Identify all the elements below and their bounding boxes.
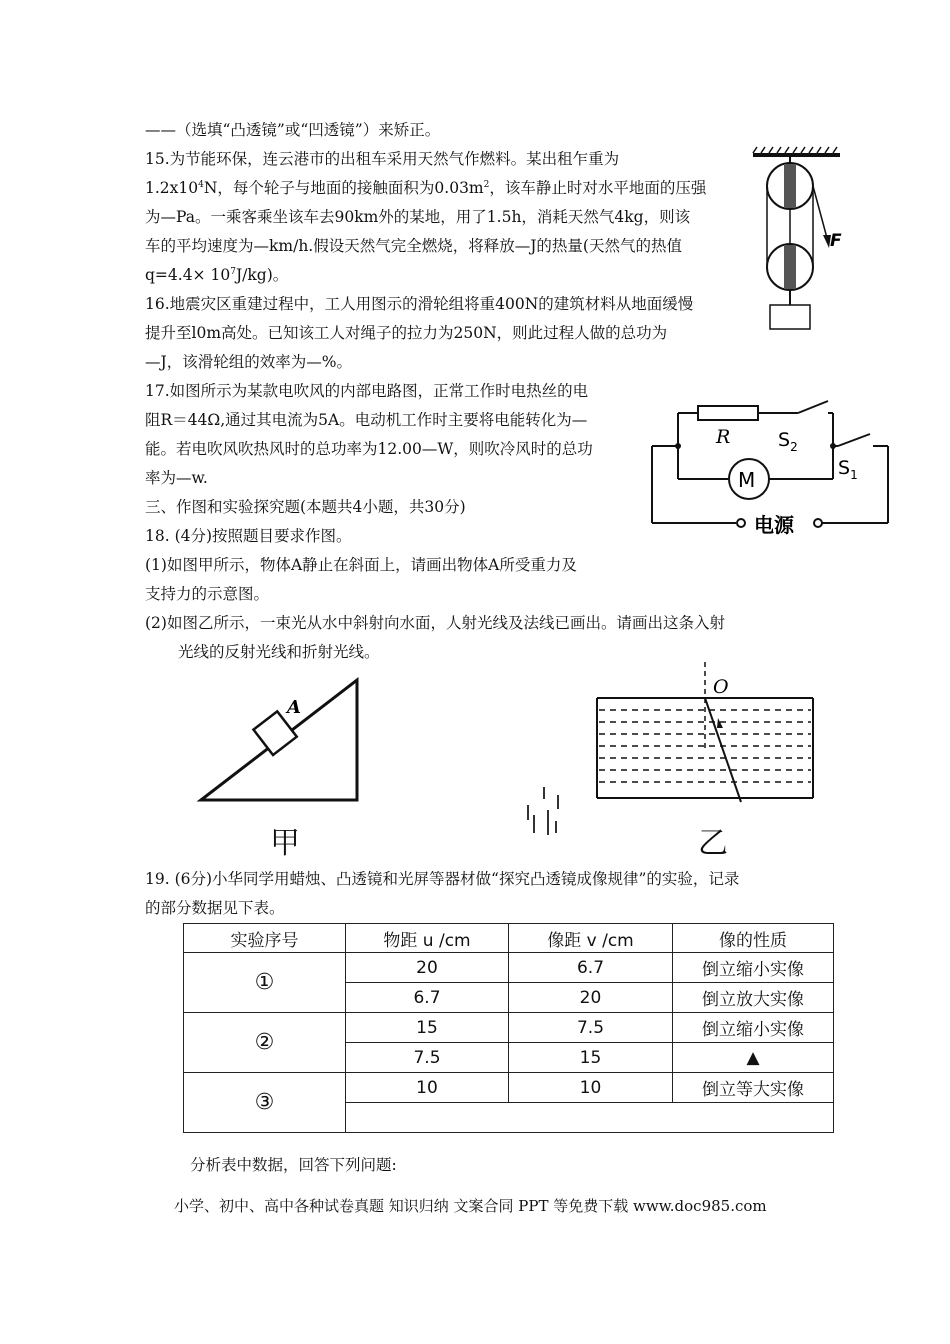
superscript: 7 [230,266,236,277]
q17-line: 阻R＝44Ω,通过其电流为5A。电动机工作时主要将电能转化为— [145,411,588,429]
text-line: ——（选填“凸透镜”或“凹透镜”）来矫正。 [145,121,441,139]
table-row [184,953,834,983]
q15-line: 车的平均速度为—km/h.假设天然气完全燃烧，将释放—J的热量(天然气的热值 [145,237,682,255]
q19-line: 的部分数据见下表。 [145,899,285,917]
q15-line: 为—Pa。一乘客乘坐该车去90km外的某地，用了1.5h，消耗天然气4kg，则该 [145,208,691,226]
superscript: 4 [198,179,204,190]
figure-yi-caption: 乙 [698,826,728,861]
table-cell: 20 [346,953,509,983]
switch-s2-letter: S [778,429,791,451]
table-cell: ▲ [673,1043,834,1073]
table-header-row [184,924,834,953]
motor-label: M [738,468,756,492]
q18-line: (2)如图乙所示，一束光从水中斜射向水面，人射光线及法线已画出。请画出这条入射 [145,614,725,632]
switch-s2-subscript: 2 [790,440,798,454]
table-cell: 10 [509,1073,673,1103]
q15-line [145,178,706,198]
table-cell: 7.5 [346,1043,509,1073]
table-cell: 15 [346,1013,509,1043]
q15-text: 1.2x10 [145,179,199,197]
resistor-label: R [716,426,731,448]
header-cell: 实验序号 [184,924,346,953]
q18-line: 支持力的示意图。 [145,585,270,603]
figure-jia-caption: 甲 [270,826,300,861]
table-cell: 7.5 [509,1013,673,1043]
group-cell: ① [184,953,346,1013]
q15-text: ，该车静止时对水平地面的压强 [489,179,707,197]
q18-line: (1)如图甲所示，物体A静止在斜面上，请画出物体A所受重力及 [145,556,577,574]
switch-s1-subscript: 1 [850,468,858,482]
table-cell: 15 [509,1043,673,1073]
experiment-table [183,923,834,1133]
analyze-prompt: 分析表中数据，回答下列问题: [190,1156,397,1174]
table-cell: 20 [509,983,673,1013]
incline-figure [195,675,365,805]
circuit-diagram [648,398,893,543]
header-cell: 像的性质 [673,924,834,953]
scan-artifact [520,785,565,840]
section-heading: 三、作图和实验探究题(本题共4小题，共30分) [145,498,466,516]
power-source-label: 电源 [754,513,794,537]
table-cell: 6.7 [509,953,673,983]
q16-line: —J，该滑轮组的效率为—%。 [145,353,352,371]
table-cell: 倒立放大实像 [673,983,834,1013]
header-cell: 物距 u /cm [346,924,509,953]
q17-line: 能。若电吹风吹热风时的总功率为12.00—W，则吹冷风时的总功 [145,440,593,458]
q15-line [145,265,288,285]
group-cell: ③ [184,1073,346,1133]
table-row [184,1013,834,1043]
q18-line: 18. (4分)按照题目要求作图。 [145,527,352,545]
water-refraction-figure [595,660,820,805]
q15-text: q=4.4× 10 [145,266,231,284]
table-cell: 倒立缩小实像 [673,953,834,983]
q19-line: 19. (6分)小华同学用蜡烛、凸透镜和光屏等器材做“探究凸透镜成像规律”的实验，记录 [145,870,740,888]
table-row [184,1073,834,1103]
switch-s1-label [838,457,858,482]
q18-line: 光线的反射光线和折射光线。 [178,643,380,661]
q17-line: 率为—w. [145,469,208,487]
table-cell-empty [346,1103,834,1133]
superscript: 2 [483,179,490,190]
q15-line: 15.为节能环保，连云港市的出租车采用天然气作燃料。某出租乍重为 [145,150,620,168]
q16-line: 16.地震灾区重建过程中，工人用图示的滑轮组将重400N的建筑材料从地面缓慢 [145,295,694,313]
table-cell: 倒立等大实像 [673,1073,834,1103]
q17-line: 17.如图所示为某款电吹风的内部电路图，正常工作时电热丝的电 [145,382,589,400]
table-cell: 倒立缩小实像 [673,1013,834,1043]
group-cell: ② [184,1013,346,1073]
switch-s1-letter: S [838,457,851,479]
footer-text: 小学、初中、高中各种试卷真题 知识归纳 文案合同 PPT 等免费下载 www.doc985.com [174,1197,767,1215]
table-cell: 6.7 [346,983,509,1013]
block-a-label: A [287,697,301,718]
header-cell: 像距 v /cm [509,924,673,953]
switch-s2-label [778,429,798,454]
table-cell: 10 [346,1073,509,1103]
q15-text: J/kg)。 [235,266,289,284]
pulley-figure [745,138,855,333]
point-o-label: O [713,676,729,698]
q16-line: 提升至l0m高处。已知该工人对绳子的拉力为250N，则此过程人做的总功为 [145,324,668,342]
q15-text: N，每个轮子与地面的接触面积为0.03m [203,179,484,197]
force-label: F [830,231,842,251]
